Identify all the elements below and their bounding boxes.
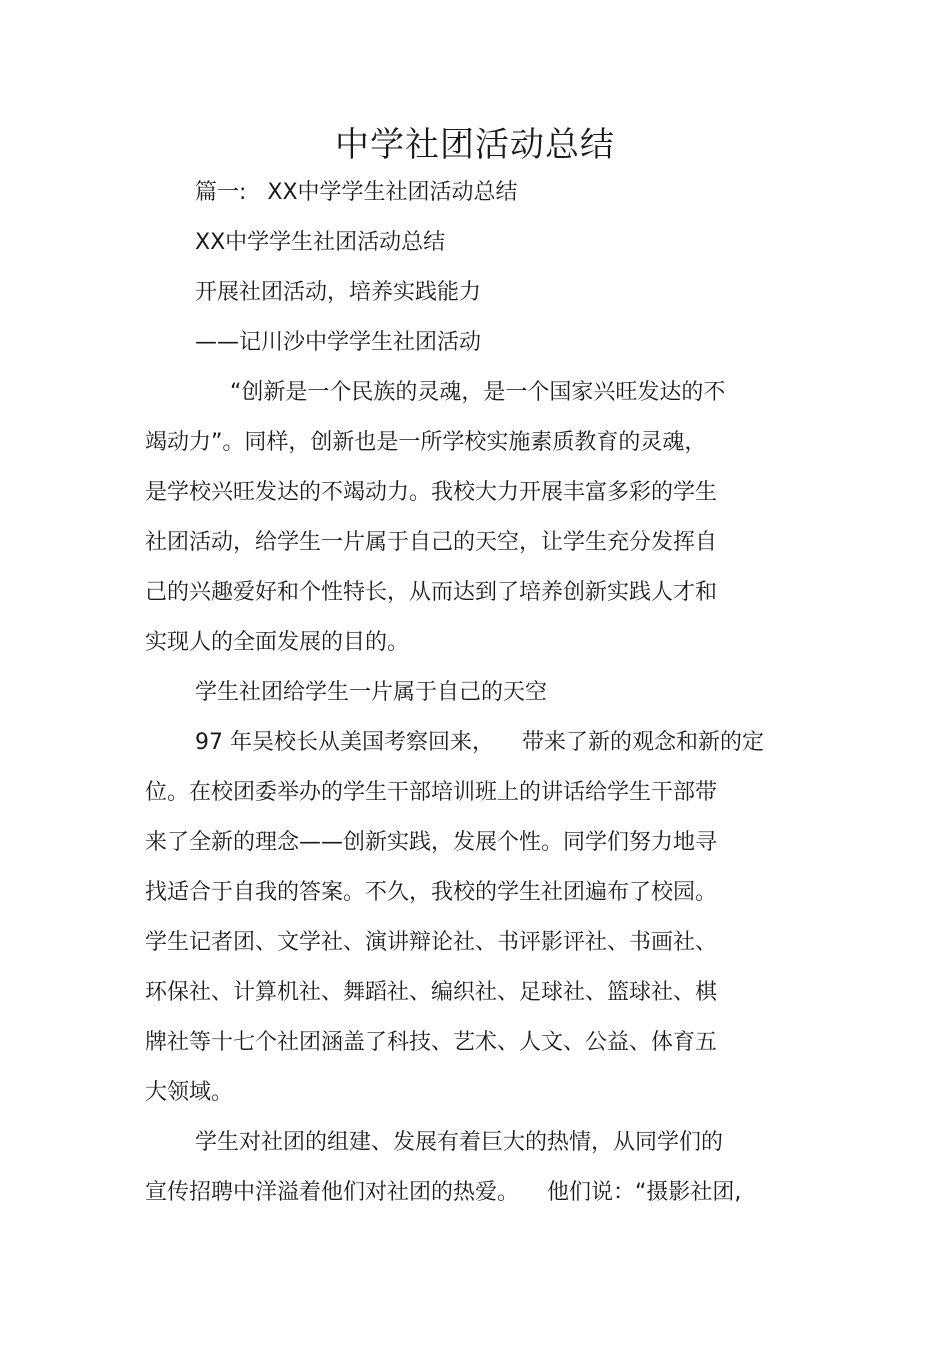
paragraph-line: 找适合于自我的答案。不久，我校的学生社团遍布了校园。 [145, 880, 718, 905]
subtitle: XX中学学生社团活动总结 [195, 230, 446, 255]
paragraph-line: 位。在校团委举办的学生干部培训班上的讲话给学生干部带 [145, 780, 718, 805]
paragraph-line: 学生对社团的组建、发展有着巨大的热情，从同学们的 [195, 1130, 724, 1155]
paragraph-line: 牌社等十七个社团涵盖了科技、艺术、人文、公益、体育五 [145, 1030, 718, 1055]
paragraph-line: 宣传招聘中洋溢着他们对社团的热爱。 他们说：“摄影社团, [145, 1180, 742, 1205]
paragraph-line: 社团活动，给学生一片属于自己的天空，让学生充分发挥自 [145, 530, 718, 555]
section-heading: 篇一: XX中学学生社团活动总结 [195, 180, 518, 205]
subtitle-byline: ——记川沙中学学生社团活动 [195, 330, 482, 355]
paragraph-line: 来了全新的理念——创新实践，发展个性。同学们努力地寻 [145, 830, 718, 855]
paragraph-line: 学生记者团、文学社、演讲辩论社、书评影评社、书画社、 [145, 930, 718, 955]
paragraph-line: 97 年吴校长从美国考察回来， 带来了新的观念和新的定 [195, 730, 764, 755]
paragraph-line: 竭动力”。同样，创新也是一所学校实施素质教育的灵魂， [145, 430, 707, 455]
paragraph-line: 是学校兴旺发达的不竭动力。我校大力开展丰富多彩的学生 [145, 480, 718, 505]
paragraph-line: 大领域。 [145, 1080, 234, 1105]
paragraph-line: “创新是一个民族的灵魂，是一个国家兴旺发达的不 [230, 380, 726, 405]
paragraph-line: 己的兴趣爱好和个性特长，从而达到了培养创新实践人才和 [145, 580, 718, 605]
subtitle: 开展社团活动，培养实践能力 [195, 280, 482, 305]
paragraph-line: 实现人的全面发展的目的。 [145, 630, 410, 655]
section-subheading: 学生社团给学生一片属于自己的天空 [195, 680, 548, 705]
paragraph-line: 环保社、计算机社、舞蹈社、编织社、足球社、篮球社、棋 [145, 980, 718, 1005]
document-title: 中学社团活动总结 [335, 125, 615, 165]
